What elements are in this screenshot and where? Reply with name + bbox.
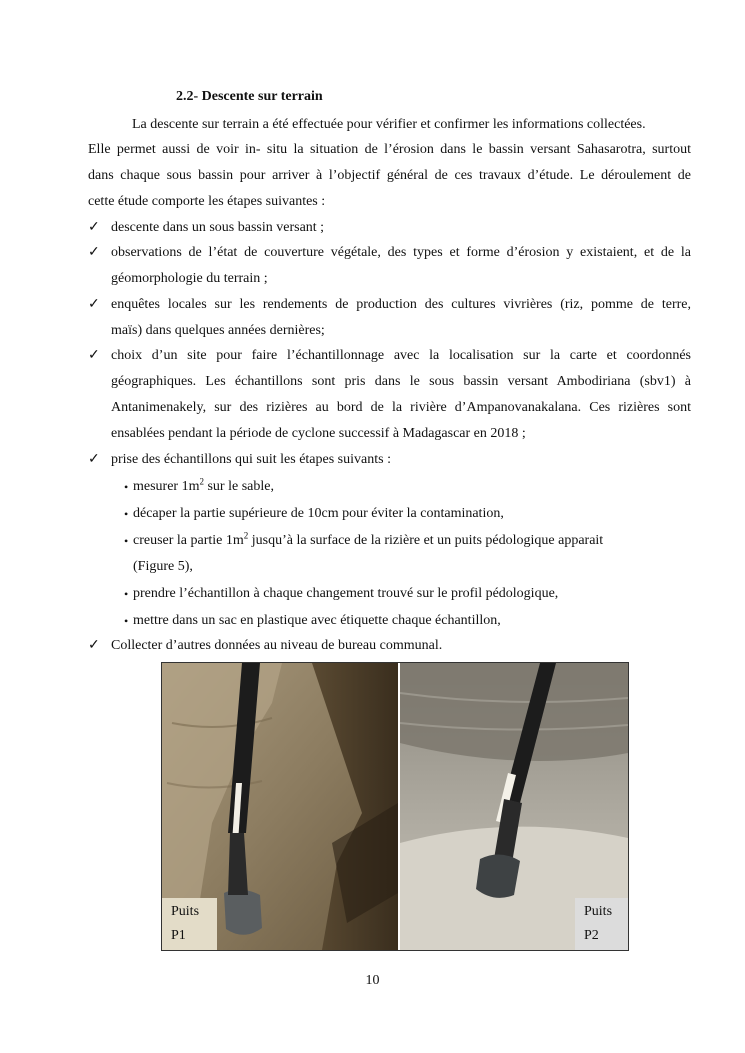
bullet-icon: •: [124, 507, 129, 521]
sub-step-3-continued: (Figure 5),: [133, 559, 193, 574]
list-item-continued: ensablées pendant la période de cyclone successif à Madagascar en 2018 ;: [111, 426, 526, 441]
photo-puits-p1: [162, 663, 398, 950]
list-item-continued: Antanimenakely, sur des rizières au bord de la rivière d’Ampanovanakalana. Ces rizières sont: [111, 400, 691, 415]
intro-line-2: Elle permet aussi de voir in- situ la situation de l’érosion dans le bassin versant Sahasarotra, surtout: [88, 142, 691, 157]
photo-puits-p2: [400, 663, 628, 950]
list-item-continued: géomorphologie du terrain ;: [111, 271, 268, 286]
bullet-icon: •: [124, 614, 129, 628]
sub-step-text: jusqu’à la surface de la rizière et un puits pédologique apparait: [248, 533, 604, 548]
bullet-icon: •: [124, 534, 129, 548]
photo-label-p2: [575, 898, 628, 950]
superscript: 2: [243, 530, 249, 541]
check-mark-icon: ✓: [88, 638, 100, 653]
sub-step-text: mesurer 1m: [133, 479, 200, 494]
sub-step-2: décaper la partie supérieure de 10cm pour éviter la contamination,: [133, 506, 504, 521]
photo-label-line: Puits: [171, 904, 200, 919]
sub-step-1: [133, 476, 274, 495]
sub-step-5: mettre dans un sac en plastique avec étiquette chaque échantillon,: [133, 613, 501, 628]
list-item-continued: géographiques. Les échantillons sont pris dans le sous bassin versant Ambodiriana (sbv1) à: [111, 374, 691, 389]
intro-line-3: dans chaque sous bassin pour arriver à l’objectif général de ces travaux d’étude. Le déroulement de: [88, 168, 691, 183]
figure-photos: [161, 662, 629, 951]
bullet-icon: •: [124, 480, 129, 494]
list-item: descente dans un sous bassin versant ;: [111, 220, 325, 235]
check-mark-icon: ✓: [88, 297, 100, 312]
page-number: 10: [365, 973, 380, 988]
intro-line-4: cette étude comporte les étapes suivantes :: [88, 194, 326, 209]
sub-step-text: sur le sable,: [203, 479, 274, 494]
list-item: Collecter d’autres données au niveau de bureau communal.: [111, 638, 443, 653]
list-item: prise des échantillons qui suit les étapes suivants :: [111, 452, 391, 467]
photo-label-line: P2: [584, 928, 599, 943]
superscript: 2: [199, 476, 204, 487]
bullet-icon: •: [124, 587, 129, 601]
photo-label-p1: [162, 898, 217, 950]
photo-label-line: Puits: [584, 904, 613, 919]
list-item: observations de l’état de couverture végétale, des types et forme d’érosion y existaient, et de la: [111, 245, 691, 260]
intro-line-1: La descente sur terrain a été effectuée pour vérifier et confirmer les informations collectées.: [132, 117, 646, 132]
sub-step-4: prendre l’échantillon à chaque changement trouvé sur le profil pédologique,: [133, 586, 559, 601]
check-mark-icon: ✓: [88, 220, 100, 235]
check-mark-icon: ✓: [88, 452, 100, 467]
list-item: enquêtes locales sur les rendements de production des cultures vivrières (riz, pomme de terre,: [111, 297, 691, 312]
sub-step-text: creuser la partie 1m: [133, 533, 244, 548]
check-mark-icon: ✓: [88, 245, 100, 260]
sub-step-3: [133, 530, 604, 549]
section-heading: 2.2- Descente sur terrain: [176, 89, 323, 104]
list-item: choix d’un site pour faire l’échantillonnage avec la localisation sur la carte et coordonnés: [111, 348, 691, 363]
check-mark-icon: ✓: [88, 348, 100, 363]
list-item-continued: maïs) dans quelques années dernières;: [111, 323, 325, 338]
photo-label-line: P1: [171, 928, 186, 943]
